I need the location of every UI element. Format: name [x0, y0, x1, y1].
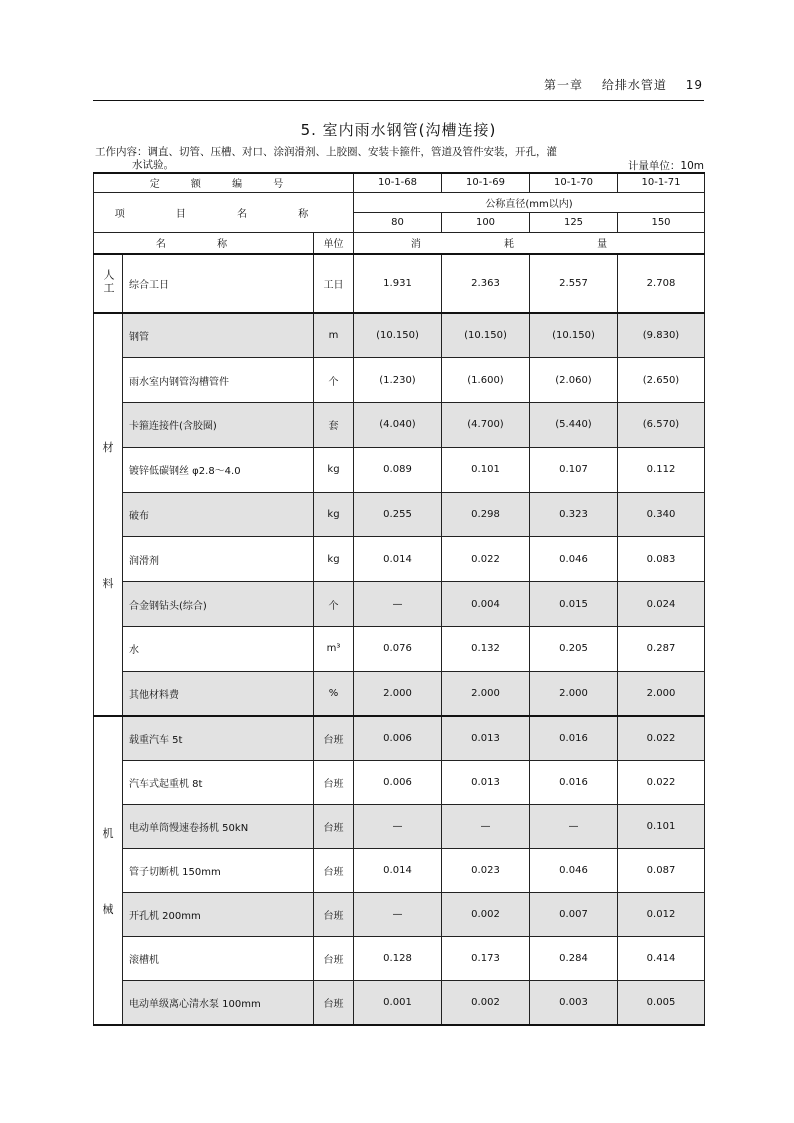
row-value: 0.005 [618, 981, 705, 1025]
row-unit: kg [314, 492, 354, 537]
row-unit: 台班 [314, 981, 354, 1025]
row-value: 2.000 [354, 671, 442, 716]
row-value: 0.298 [442, 492, 530, 537]
diameter-value: 150 [618, 212, 705, 232]
table-row [94, 537, 705, 582]
table-row [94, 254, 705, 313]
row-value: 2.363 [442, 254, 530, 313]
row-unit: 台班 [314, 760, 354, 804]
header-rule [93, 100, 704, 101]
consumption-header: 消 耗 量 [354, 232, 705, 254]
diameter-label: 公称直径(mm以内) [354, 192, 705, 212]
table-row [94, 358, 705, 403]
row-value: 0.107 [530, 447, 618, 492]
row-value: 0.004 [442, 582, 530, 627]
row-value: (10.150) [354, 313, 442, 358]
row-value: 0.101 [442, 447, 530, 492]
table-row [94, 403, 705, 448]
row-name: 水 [123, 627, 314, 672]
row-value: (6.570) [618, 403, 705, 448]
row-value: 2.000 [442, 671, 530, 716]
row-unit: 套 [314, 403, 354, 448]
table-row [94, 893, 705, 937]
row-value: — [354, 893, 442, 937]
row-unit: 台班 [314, 893, 354, 937]
row-value: 2.000 [530, 671, 618, 716]
row-name: 钢管 [123, 313, 314, 358]
work-content [95, 146, 607, 172]
row-unit: 台班 [314, 716, 354, 760]
diameter-value: 80 [354, 212, 442, 232]
row-value: 0.076 [354, 627, 442, 672]
row-value: 0.205 [530, 627, 618, 672]
diameter-header-row [94, 192, 705, 212]
chapter-label: 第一章 [544, 78, 584, 92]
row-value: 0.046 [530, 848, 618, 892]
row-unit: 台班 [314, 848, 354, 892]
row-value: 1.931 [354, 254, 442, 313]
unit-column-header: 单位 [314, 232, 354, 254]
category-labor: 人工 [94, 254, 123, 313]
page-title: 5. 室内雨水钢管(沟槽连接) [300, 121, 497, 139]
name-column-header: 名 称 [94, 232, 314, 254]
table-row [94, 582, 705, 627]
row-value: (2.060) [530, 358, 618, 403]
row-unit: 个 [314, 358, 354, 403]
diameter-value: 125 [530, 212, 618, 232]
column-header-row [94, 232, 705, 254]
row-value: — [354, 582, 442, 627]
row-value: 0.128 [354, 937, 442, 981]
row-value: 0.132 [442, 627, 530, 672]
row-name: 镀锌低碳钢丝 φ2.8～4.0 [123, 447, 314, 492]
quota-code: 10-1-69 [442, 173, 530, 192]
table-row [94, 492, 705, 537]
work-content-line-2: 水试验。 [132, 159, 174, 171]
row-value: 0.255 [354, 492, 442, 537]
row-value: 2.708 [618, 254, 705, 313]
row-name: 电动单筒慢速卷扬机 50kN [123, 804, 314, 848]
row-value: (10.150) [530, 313, 618, 358]
page-number: 19 [685, 78, 703, 92]
quota-table [93, 172, 705, 1026]
table-row [94, 937, 705, 981]
row-value: 0.003 [530, 981, 618, 1025]
row-unit: 台班 [314, 804, 354, 848]
section-label: 给排水管道 [601, 78, 667, 92]
row-name: 其他材料费 [123, 671, 314, 716]
row-value: 0.083 [618, 537, 705, 582]
row-name: 开孔机 200mm [123, 893, 314, 937]
diameter-value: 100 [442, 212, 530, 232]
table-row [94, 981, 705, 1025]
row-value: 0.002 [442, 981, 530, 1025]
row-value: 0.287 [618, 627, 705, 672]
row-value: 0.023 [442, 848, 530, 892]
table-row [94, 804, 705, 848]
row-value: 0.046 [530, 537, 618, 582]
item-label: 项 目 名 称 [94, 192, 354, 232]
row-unit: m³ [314, 627, 354, 672]
row-value: 0.022 [442, 537, 530, 582]
row-name: 管子切断机 150mm [123, 848, 314, 892]
row-unit: kg [314, 537, 354, 582]
row-value: (4.040) [354, 403, 442, 448]
row-name: 合金钢钻头(综合) [123, 582, 314, 627]
category-machine: 机 械 [94, 716, 123, 1025]
row-value: (4.700) [442, 403, 530, 448]
row-value: 0.087 [618, 848, 705, 892]
row-value: (1.600) [442, 358, 530, 403]
category-material: 材 料 [94, 313, 123, 716]
row-value: (9.830) [618, 313, 705, 358]
row-value: — [530, 804, 618, 848]
row-unit: 个 [314, 582, 354, 627]
row-value: 0.013 [442, 760, 530, 804]
quota-code: 10-1-71 [618, 173, 705, 192]
row-unit: % [314, 671, 354, 716]
row-name: 汽车式起重机 8t [123, 760, 314, 804]
row-value: 0.013 [442, 716, 530, 760]
row-value: 0.173 [442, 937, 530, 981]
row-value: 0.284 [530, 937, 618, 981]
row-name: 滚槽机 [123, 937, 314, 981]
row-value: 2.000 [618, 671, 705, 716]
row-value: — [442, 804, 530, 848]
row-unit: 工日 [314, 254, 354, 313]
row-value: 0.012 [618, 893, 705, 937]
row-unit: 台班 [314, 937, 354, 981]
row-value: 0.015 [530, 582, 618, 627]
row-value: (5.440) [530, 403, 618, 448]
table-row [94, 313, 705, 358]
row-name: 雨水室内钢管沟槽管件 [123, 358, 314, 403]
row-value: 0.089 [354, 447, 442, 492]
row-value: 0.024 [618, 582, 705, 627]
row-value: (1.230) [354, 358, 442, 403]
quota-label: 定 额 编 号 [94, 173, 354, 192]
quota-code-row [94, 173, 705, 192]
unit-note: 计量单位：10m [627, 160, 704, 172]
row-value: 0.016 [530, 716, 618, 760]
table-row [94, 848, 705, 892]
row-value: 0.001 [354, 981, 442, 1025]
row-name: 综合工日 [123, 254, 314, 313]
row-value: 0.022 [618, 760, 705, 804]
row-value: 0.006 [354, 760, 442, 804]
table-row [94, 671, 705, 716]
running-header [95, 76, 703, 93]
table-row [94, 627, 705, 672]
quota-code: 10-1-68 [354, 173, 442, 192]
row-value: (10.150) [442, 313, 530, 358]
row-unit: m [314, 313, 354, 358]
row-value: (2.650) [618, 358, 705, 403]
row-value: — [354, 804, 442, 848]
row-name: 破布 [123, 492, 314, 537]
quota-code: 10-1-70 [530, 173, 618, 192]
row-value: 0.014 [354, 537, 442, 582]
row-value: 0.101 [618, 804, 705, 848]
table-row [94, 447, 705, 492]
row-value: 0.414 [618, 937, 705, 981]
row-value: 0.112 [618, 447, 705, 492]
row-unit: kg [314, 447, 354, 492]
table-row [94, 760, 705, 804]
row-name: 卡箍连接件(含胶圈) [123, 403, 314, 448]
row-name: 电动单级离心清水泵 100mm [123, 981, 314, 1025]
row-value: 0.323 [530, 492, 618, 537]
row-value: 0.002 [442, 893, 530, 937]
row-value: 0.022 [618, 716, 705, 760]
row-value: 0.006 [354, 716, 442, 760]
row-value: 2.557 [530, 254, 618, 313]
row-name: 载重汽车 5t [123, 716, 314, 760]
row-value: 0.007 [530, 893, 618, 937]
row-value: 0.016 [530, 760, 618, 804]
work-content-line-1: 工作内容：调直、切管、压槽、对口、涂润滑剂、上胶圈、安装卡箍件，管道及管件安装，开孔，灌 [95, 146, 557, 158]
row-value: 0.014 [354, 848, 442, 892]
row-name: 润滑剂 [123, 537, 314, 582]
row-value: 0.340 [618, 492, 705, 537]
table-row [94, 716, 705, 760]
